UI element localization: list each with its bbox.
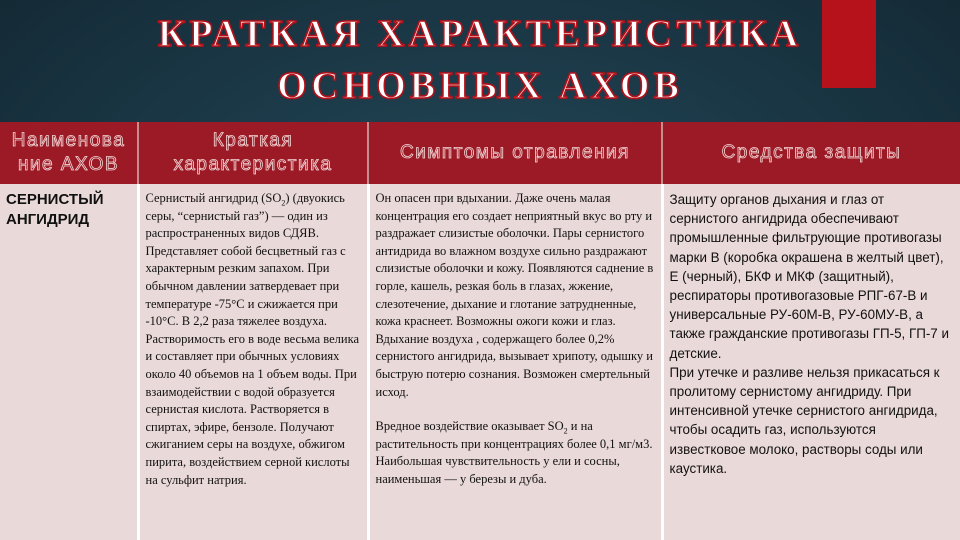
symptoms-paragraph-2: Вредное воздействие оказывает $SO_2$ и на растительность при концентрациях более 0,1 мг/м3. Наибольшая чувствительность у ели и сосны, наименьшая — у березы и дуба. [375, 419, 653, 486]
header-protection: Средства защиты [662, 122, 960, 184]
header-symptoms: Симптомы отравления [368, 122, 662, 184]
cell-protection [662, 184, 960, 540]
title-line-2: ОСНОВНЫХ АХОВ [277, 65, 683, 107]
ahov-table [0, 122, 960, 540]
cell-substance-name [0, 184, 138, 540]
cell-symptoms [368, 184, 662, 540]
page-title [0, 8, 960, 112]
table-header-row [0, 122, 960, 184]
protection-paragraph-1: Защиту органов дыхания и глаз от сернистого ангидрида обеспечивают промышленные фильтрующие противогазы марки В (коробка окрашена в желтый цвет), Е (черный), БКФ и МКФ (защитный), респираторы противогазовые РПГ-67-В и универсальные РУ-60М-В, РУ-60МУ-В, а также гражданские противогазы ГП-5, ГП-7 и детские. [669, 192, 949, 361]
protection-paragraph-2: При утечке и разливе нельзя прикасаться к пролитому сернистому ангидриду. При интенсивной утечке сернистого ангидрида, чтобы осадить газ, используются известковое молоко, растворы соды или каустика. [669, 364, 940, 476]
table-row [0, 184, 960, 540]
cell-characteristic [138, 184, 368, 540]
symptoms-paragraph-1: Он опасен при вдыхании. Даже очень малая концентрация его создает неприятный вкус во рту и раздражает слизистые оболочки. Пары сернистого антидрида во влажном воздухе сильно раздражают слизистые оболочки и кожу. Появляются саднение в горле, кашель, резкая боль в глазах, жжение, слезотечение, дыхание и глотание затрудненные, кожа краснеет. Возможны ожоги кожи и глаз. Вдыхание воздуха , содержащего более 0,2% сернистого ангидрида, вызывает хрипоту, одышку и быструю потерю сознания. Возможен смертельный исход. [375, 191, 654, 399]
characteristic-text: Сернистый ангидрид $(SO_2)$ (двуокись серы, “сернистый газ”) — один из распространенных видов СДЯВ. Представляет собой бесцветный газ с характерным резким запахом. При обычном давлении затвердевает при температуре -75°С и сжижается при -10°С. В 2,2 раза тяжелее воздуха. Растворимость его в воде весьма велика и составляет при обычных условиях около 40 объемов на 1 объем воды. При взаимодействии с водой образуется сернистая кислота. Растворяется в спиртах, эфире, бензоле. Получают сжиганием серы на воздухе, обжигом пирита, воздействием серной кислоты на сульфит натрия. [145, 191, 360, 487]
header-characteristic: Краткая характеристика [138, 122, 368, 184]
substance-name: СЕРНИСТЫЙ АНГИДРИД [6, 191, 104, 228]
title-line-1: КРАТКАЯ ХАРАКТЕРИСТИКА [157, 13, 803, 55]
header-name: Наименова ние АХОВ [0, 122, 138, 184]
